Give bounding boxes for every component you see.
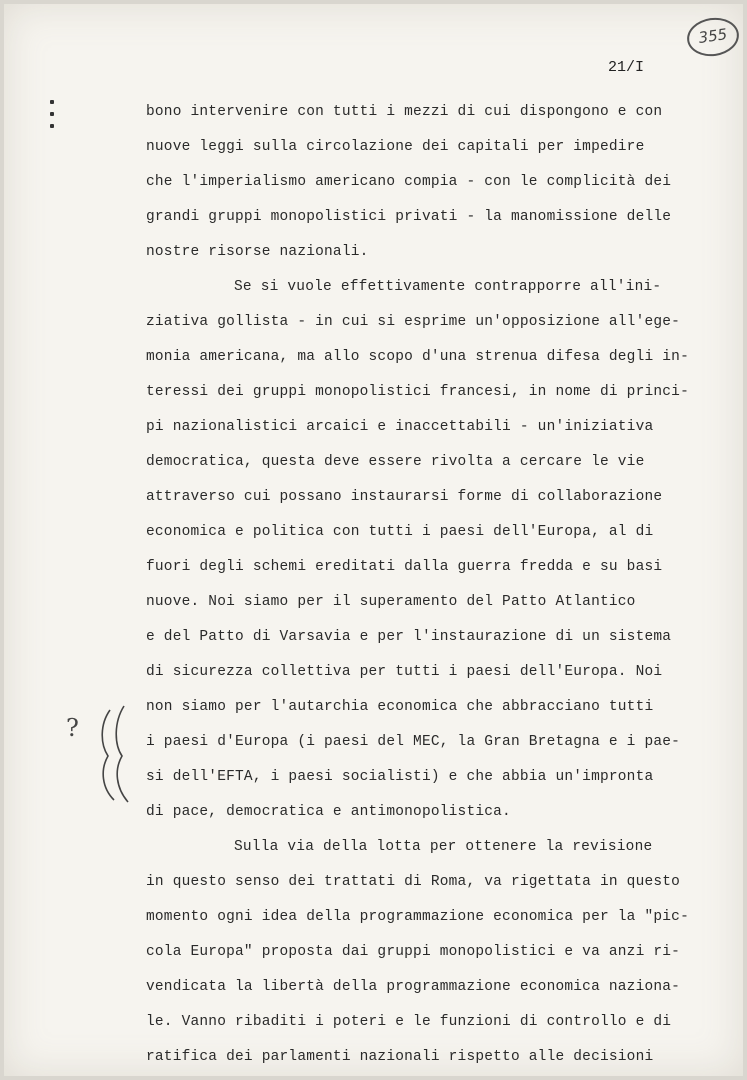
text-line: democratica, questa deve essere rivolta a cercare le vie <box>146 454 645 470</box>
text-line: teressi dei gruppi monopolistici francesi, in nome di princi- <box>146 384 689 400</box>
margin-question-mark: ? <box>66 714 79 742</box>
text-line: fuori degli schemi ereditati dalla guerra fredda e su basi <box>146 559 663 575</box>
page-number: 21/I <box>608 59 645 76</box>
text-line: vendicata la libertà della programmazione economica naziona- <box>146 979 681 995</box>
text-line: attraverso cui possano instaurarsi forme di collaborazione <box>146 489 663 505</box>
text-line: Sulla via della lotta per ottenere la revisione <box>234 839 653 855</box>
text-line: di sicurezza collettiva per tutti i paesi dell'Europa. Noi <box>146 664 663 680</box>
text-line: momento ogni idea della programmazione economica per la "pic- <box>146 909 689 925</box>
text-line: bono intervenire con tutti i mezzi di cui dispongono e con <box>146 104 663 120</box>
text-line: pi nazionalistici arcaici e inaccettabili - un'iniziativa <box>146 419 654 435</box>
margin-dot <box>50 100 54 104</box>
text-line: si dell'EFTA, i paesi socialisti) e che abbia un'impronta <box>146 769 654 785</box>
text-line: monia americana, ma allo scopo d'una strenua difesa degli in- <box>146 349 689 365</box>
text-line: di pace, democratica e antimonopolistica. <box>146 804 511 820</box>
margin-dot <box>50 112 54 116</box>
text-line: e del Patto di Varsavia e per l'instaurazione di un sistema <box>146 629 672 645</box>
margin-dot <box>50 124 54 128</box>
text-line: non siamo per l'autarchia economica che abbracciano tutti <box>146 699 654 715</box>
text-line: in questo senso dei trattati di Roma, va rigettata in questo <box>146 874 681 890</box>
text-line: economica e politica con tutti i paesi dell'Europa, al di <box>146 524 654 540</box>
text-line: grandi gruppi monopolistici privati - la manomissione delle <box>146 209 672 225</box>
text-line: ratifica dei parlamenti nazionali rispetto alle decisioni <box>146 1049 654 1065</box>
text-line: i paesi d'Europa (i paesi del MEC, la Gran Bretagna e i pae- <box>146 734 681 750</box>
text-line: le. Vanno ribaditi i poteri e le funzioni di controllo e di <box>146 1014 672 1030</box>
document-page <box>4 4 743 1076</box>
archive-number-stamp: 355 <box>685 15 742 60</box>
text-line: nuove. Noi siamo per il superamento del Patto Atlantico <box>146 594 636 610</box>
text-line: cola Europa" proposta dai gruppi monopolistici e va anzi ri- <box>146 944 681 960</box>
handwritten-margin-brackets <box>66 704 136 804</box>
text-line: nostre risorse nazionali. <box>146 244 369 260</box>
text-line: Se si vuole effettivamente contrapporre all'ini- <box>234 279 662 295</box>
text-line: ziativa gollista - in cui si esprime un'opposizione all'ege- <box>146 314 681 330</box>
text-line: nuove leggi sulla circolazione dei capitali per impedire <box>146 139 645 155</box>
margin-dots <box>50 100 54 136</box>
text-line: che l'imperialismo americano compia - con le complicità dei <box>146 174 672 190</box>
